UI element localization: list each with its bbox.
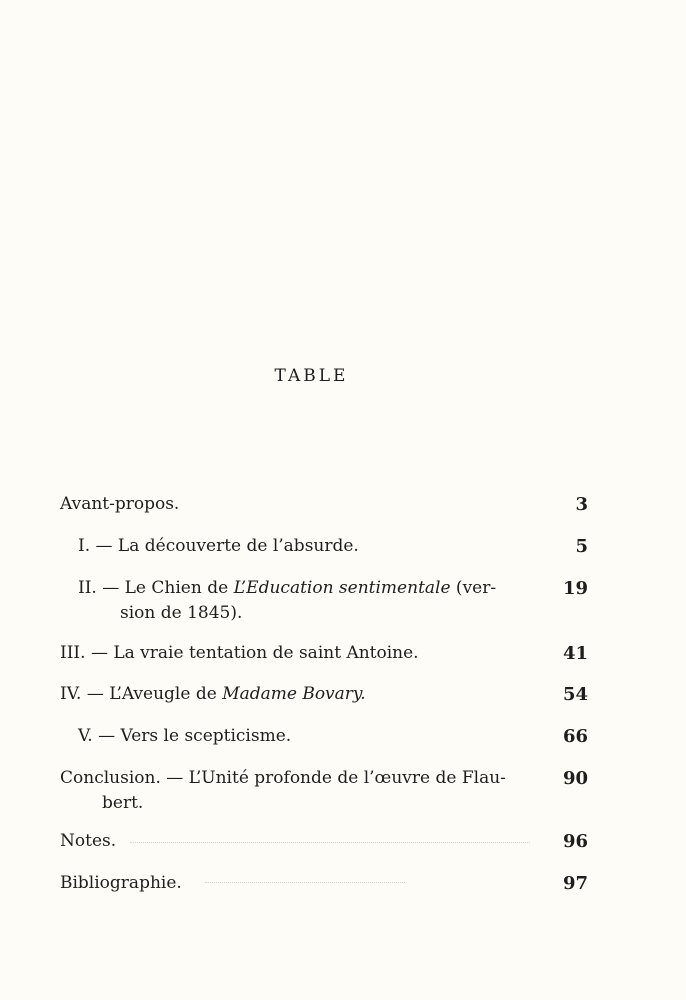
toc-entry-title [60, 682, 538, 707]
toc-page-number: 3 [575, 494, 588, 515]
toc-entry-title [60, 766, 538, 816]
dotted-leader [205, 880, 405, 883]
toc-page-number: 5 [575, 536, 588, 557]
toc-entry-title: V. — Vers le scepticisme. [78, 726, 292, 746]
toc-entry-conclusion [60, 766, 588, 816]
toc-entry-title: Bibliographie. [60, 873, 182, 893]
toc-entry-title-pre: II. — Le Chien de [78, 578, 234, 598]
toc-entry-chapter-4 [60, 682, 588, 707]
toc-page-number: 66 [562, 726, 588, 747]
toc-entry-title-italic: L’Education sentimentale [233, 578, 451, 598]
toc-entry-title-post: (ver- [450, 578, 497, 598]
toc-entry-title: Notes. [60, 831, 117, 851]
toc-entry-chapter-2 [60, 576, 588, 626]
toc-entry-title-continuation: bert. [102, 793, 144, 813]
toc-page-number: 41 [562, 643, 588, 664]
toc-entry-title-pre: IV. — L’Aveugle de [60, 684, 223, 704]
toc-entry-title-italic: Madame Bovary. [222, 684, 366, 704]
toc-entry-title: Avant-propos. [60, 494, 180, 514]
page-title: TABLE [274, 366, 349, 386]
toc-page-number: 54 [562, 684, 588, 705]
toc-entry-avant-propos [60, 492, 588, 517]
toc-page-number: 19 [562, 578, 588, 599]
toc-entry-chapter-5 [60, 724, 588, 749]
toc-page-number: 90 [562, 768, 588, 789]
toc-entry-title: III. — La vraie tentation de saint Antoine. [60, 643, 419, 663]
toc-entry-title-continuation: sion de 1845). [120, 603, 243, 623]
toc-entry-bibliographie [60, 871, 588, 896]
toc-entry-chapter-3 [60, 641, 588, 666]
dotted-leader [130, 840, 530, 843]
toc-page-number: 97 [562, 873, 588, 894]
toc-entry-chapter-1 [60, 534, 588, 559]
toc-entry-title [60, 576, 538, 626]
toc-entry-title-line1: Conclusion. — L’Unité profonde de l’œuvre de Flau- [60, 768, 506, 788]
toc-page-number: 96 [562, 831, 588, 852]
toc-entry-title: I. — La découverte de l’absurde. [78, 536, 359, 556]
